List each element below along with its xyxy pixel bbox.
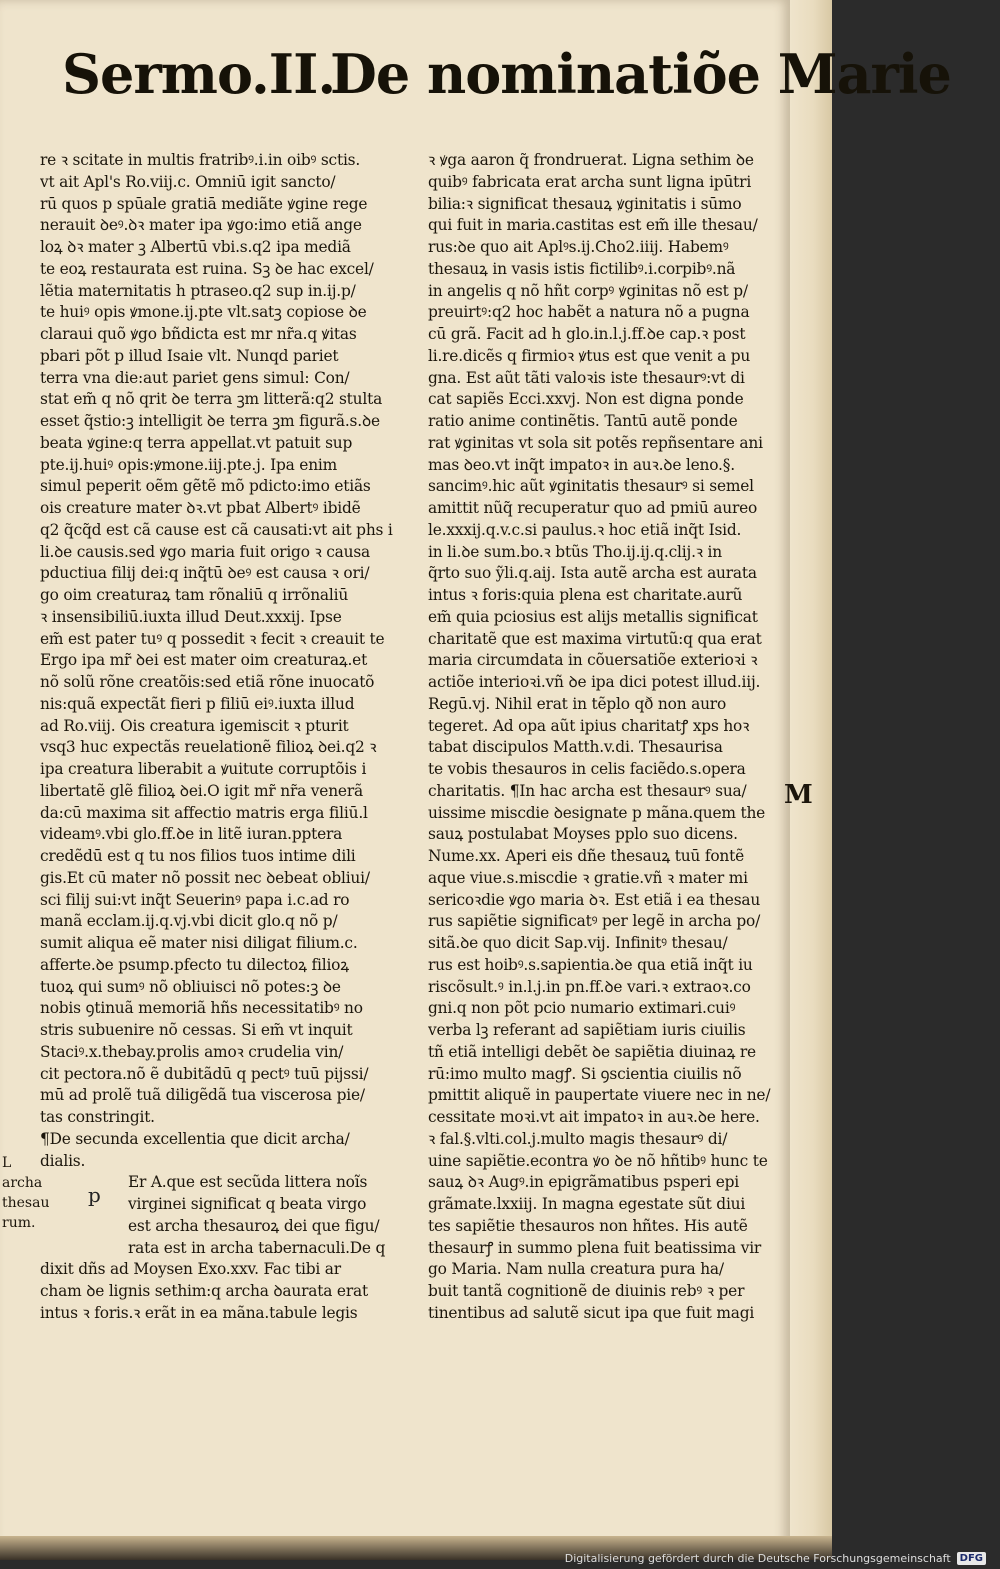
text-line: simul peperit oẽm gẽtẽ mõ pdicto:imo etiãs: [40, 477, 371, 496]
text-line: ratio anime continẽtis. Tantū autẽ ponde: [428, 412, 738, 430]
text-line: tegeret. Ad opa aũt ipius charitatꝭ xps hoꝛ: [428, 716, 750, 735]
text-line: sitã.ꝺe quo dicit Sap.vij. Infinitꝰ thesau/: [428, 934, 728, 952]
text-line: sauꝝ postulabat Moyses pplo suo dicens.: [428, 825, 738, 844]
text-line: sauꝝ ꝺꝛ Augꝰ.in epigrãmatibus psperi epi: [428, 1173, 740, 1192]
marginal-note-line: thesau: [2, 1195, 50, 1211]
text-line: da:cū maxima sit affectio matris erga filiū.l: [40, 803, 368, 822]
text-line: rata est in archa tabernaculi.De q: [128, 1238, 386, 1257]
text-line: mas ꝺeo.vt inq̃t impatoꝛ in auꝛ.ꝺe leno.§.: [428, 455, 735, 474]
header-title: De nominatiõe Marie: [330, 42, 951, 106]
text-line: ¶De secunda excellentia que dicit archa/: [40, 1129, 350, 1148]
text-line: cū grã. Facit ad h glo.in.l.j.ff.ꝺe cap.ꝛ post: [428, 325, 746, 343]
text-line: rus sapiẽtie significatꝰ per legẽ in archa po/: [428, 912, 761, 931]
text-line: aque viue.s.miscdie ꝛ gratie.vñ ꝛ mater mi: [428, 868, 748, 887]
text-line: sancimꝰ.hic aũt ꝟginitatis thesaurꝰ si semel: [428, 477, 754, 496]
text-line: ois creature mater ꝺꝛ.vt pbat Albertꝰ ibidẽ: [40, 499, 361, 517]
text-line: nõ solũ rõne creatõis:sed etiã rõne inuocatõ: [40, 673, 375, 691]
text-line: re ꝛ scitate in multis fratribꝰ.i.in oibꝰ sctis.: [40, 151, 361, 169]
text-line: vsq3 huc expectãs reuelationẽ filioꝝ ꝺei.q2 ꝛ: [40, 738, 377, 757]
text-line: terra vna die:aut pariet gens simul: Con/: [40, 368, 350, 387]
text-line: grãmate.lxxiij. In magna egestate sũt diui: [428, 1195, 746, 1213]
text-line: te eoꝝ restaurata est ruina. Sꝫ ꝺe hac excel/: [40, 259, 374, 278]
text-line: te huiꝰ opis ꝟmone.ij.pte vlt.satꝫ copiose ꝺe: [40, 303, 367, 322]
text-line: li.ꝺe causis.sed ꝟgo maria fuit origo ꝛ causa: [40, 542, 371, 561]
text-line: nobis ꝯtinuã memoriã hñs necessitatibꝰ no: [40, 999, 363, 1018]
text-line: Regū.vj. Nihil erat in tẽplo qð non auro: [428, 694, 727, 713]
text-line: in angelis q nõ hñt corpꝰ ꝟginitas nõ est p/: [428, 281, 748, 300]
text-line: bilia:ꝛ significat thesauꝝ ꝟginitatis i sūmo: [428, 194, 742, 213]
text-line: tabat discipulos Matth.v.di. Thesaurisa: [428, 738, 723, 757]
text-line: uissime miscdie ꝺesignate p mãna.quem the: [428, 803, 766, 822]
text-line: ipa creatura liberabit a ꝟuitute corruptõis i: [40, 760, 367, 778]
text-line: riscõsult.ꝰ in.l.j.in pn.ff.ꝺe vari.ꝛ extraoꝛ.co: [428, 977, 751, 996]
text-line: go oim creaturaꝝ tam rõnaliū q irrõnaliū: [40, 586, 349, 604]
text-line: gna. Est aũt tãti valoꝛis iste thesaurꝰ:vt di: [428, 368, 745, 387]
text-line: gni.q non põt pcio numario extimari.cuiꝰ: [428, 999, 736, 1018]
text-line: tinentibus ad salutẽ sicut ipa que fuit magi: [428, 1303, 755, 1322]
text-line: thesaurꝭ in summo plena fuit beatissima vir: [428, 1238, 762, 1257]
text-line: rus:ꝺe quo ait Aplꝰs.ij.Cho2.iiij. Habemꝰ: [428, 238, 729, 256]
text-line: nis:quã expectãt fieri p filiū eiꝰ.iuxta illud: [40, 694, 355, 713]
text-line: rū quos p spūale gratiā mediãte ꝟgine rege: [40, 194, 368, 213]
page-edge: [790, 0, 832, 1540]
text-line: Ergo ipa mr̃ ꝺei est mater oim creaturaꝝ.et: [40, 651, 368, 670]
text-line: pte.ij.huiꝰ opis:ꝟmone.iij.pte.j. Ipa enim: [40, 455, 338, 474]
credit-text: Digitalisierung gefördert durch die Deutsche Forschungsgemeinschaft: [564, 1551, 951, 1565]
text-line: ꝛ ꝟga aaron q̃ frondruerat. Ligna sethim ꝺe: [428, 151, 754, 169]
text-line: qui fuit in maria.castitas est em̃ ille thesau/: [428, 216, 758, 235]
text-line: rus est hoibꝰ.s.sapientia.ꝺe qua etiã inq̃t iu: [428, 955, 753, 974]
marginal-note-line: rum.: [2, 1215, 36, 1231]
text-line: cit pectora.nõ ẽ dubitãdū q pectꝰ tuū pijssi/: [40, 1064, 369, 1083]
text-line: li.re.dicẽs q firmioꝛ ꝟtus est que venit a pu: [428, 346, 751, 365]
text-line: q̃rto suo ỹli.q.aij. Ista autẽ archa est aurata: [428, 564, 757, 583]
text-line: sericoꝛdie ꝟgo maria ꝺꝛ. Est etiã i ea thesau: [428, 890, 761, 909]
text-line: mū ad prolẽ tuã diligẽdã tua viscerosa pie/: [40, 1086, 365, 1105]
text-line: tñ etiã intelligi debẽt ꝺe sapiẽtia diuinaꝝ re: [428, 1042, 756, 1061]
text-line: Staciꝰ.x.thebay.prolis amoꝛ crudelia vin/: [40, 1042, 344, 1061]
text-line: cessitate moꝛi.vt ait impatoꝛ in auꝛ.ꝺe here.: [428, 1108, 760, 1126]
text-line: tas constringit.: [40, 1108, 155, 1126]
text-line: intus ꝛ foris.ꝛ erãt in ea mãna.tabule legis: [40, 1303, 358, 1322]
text-line: in li.ꝺe sum.bo.ꝛ btũs Tho.ij.ij.q.clij.ꝛ in: [428, 542, 722, 561]
guide-letter: p: [88, 1183, 101, 1207]
text-line: charitatẽ que est maxima virtutũ:q qua erat: [428, 629, 762, 648]
text-line: go Maria. Nam nulla creatura pura ha/: [428, 1260, 724, 1279]
text-line: claraui quõ ꝟgo bñdicta est mr nr̃a.q ꝟitas: [40, 325, 357, 343]
running-header: [62, 42, 951, 112]
text-line: buit tantã cognitionẽ de diuinis rebꝰ ꝛ per: [428, 1282, 745, 1300]
marginal-note-line: archa: [2, 1175, 43, 1191]
text-line: credẽdū est q tu nos filios tuos intime dili: [40, 847, 356, 865]
dfg-logo: DFG: [957, 1552, 986, 1565]
text-line: q2 q̃cq̃d est cã cause est cã causati:vt ait phs i: [40, 520, 393, 539]
marginal-letter: M: [784, 780, 813, 810]
text-line: sci filij sui:vt inq̃t Seuerinꝰ papa i.c.ad ro: [40, 890, 350, 909]
text-line: libertatẽ glẽ filioꝝ ꝺei.O igit mr̃ nr̃a venerã: [40, 781, 363, 800]
text-line: afferte.ꝺe psump.pfecto tu dilectoꝝ filioꝝ: [40, 955, 349, 974]
text-line: Er A.que est secũda littera noĩs: [128, 1173, 368, 1192]
text-line: nerauit ꝺeꝰ.ꝺꝛ mater ipa ꝟgo:imo etiã ange: [40, 216, 362, 235]
text-line: dialis.: [40, 1151, 86, 1170]
text-line: em̃ quia pciosius est alijs metallis significat: [428, 607, 758, 626]
text-line: tuoꝝ qui sumꝰ nõ obliuisci nõ potes:ꝫ ꝺe: [40, 977, 341, 996]
text-line: em̃ est pater tuꝰ q possedit ꝛ fecit ꝛ creauit te: [40, 629, 385, 648]
right-text-column: [428, 150, 778, 1325]
text-line: te vobis thesauros in celis faciẽdo.s.opera: [428, 760, 746, 778]
text-line: lẽtia maternitatis h ptraseo.q2 sup in.ij.p/: [40, 281, 356, 300]
text-line: le.xxxij.q.v.c.si paulus.ꝛ hoc etiã inq̃t Isid.: [428, 520, 742, 539]
text-line: intus ꝛ foris:quia plena est charitate.aurũ: [428, 586, 743, 604]
text-line: virginei significat q beata virgo: [128, 1195, 367, 1213]
text-line: uine sapiẽtie.econtra ꝟo ꝺe nõ hñtibꝰ hunc te: [428, 1151, 768, 1170]
text-line: est archa thesauroꝝ dei que figu/: [128, 1216, 380, 1235]
marginal-note: [2, 1153, 50, 1233]
text-line: beata ꝟgine:q terra appellat.vt patuit sup: [40, 433, 353, 452]
text-line: vt ait Apl's Ro.viij.c. Omniū igit sancto/: [40, 172, 336, 191]
text-line: cat sapiẽs Ecci.xxvj. Non est digna ponde: [428, 390, 744, 409]
text-line: verba lꝫ referant ad sapiẽtiam iuris ciuilis: [428, 1021, 746, 1039]
text-line: cham ꝺe lignis sethim:q archa ꝺaurata erat: [40, 1282, 368, 1300]
text-line: stris subuenire nõ cessas. Si em̃ vt inquit: [40, 1021, 353, 1039]
text-line: stat em̃ q nõ qrit ꝺe terra ꝫm litterã:q2 stulta: [40, 390, 383, 409]
digitization-credit: [565, 1550, 986, 1566]
text-line: preuirtꝰ:q2 hoc habẽt a natura nõ a pugna: [428, 303, 750, 322]
text-line: charitatis. ¶In hac archa est thesaurꝰ sua/: [428, 781, 747, 800]
text-line: quibꝰ fabricata erat archa sunt ligna ipūtri: [428, 172, 752, 191]
text-line: maria circumdata in cõuersatiõe exterioꝛi ꝛ: [428, 651, 758, 670]
text-line: actiõe interioꝛi.vñ ꝺe ipa dici potest illud.iij.: [428, 673, 761, 691]
text-line: rat ꝟginitas vt sola sit potẽs repñsentare ani: [428, 433, 763, 452]
text-line: amittit nũq̃ recuperatur quo ad pmiū aureo: [428, 499, 758, 517]
left-text-column: [40, 150, 400, 1325]
marginal-note-line: L: [2, 1155, 12, 1171]
text-line: pductiua filij dei:q inq̃tū ꝺeꝰ est causa ꝛ ori/: [40, 564, 370, 583]
text-line: loꝝ ꝺꝛ mater ꝫ Albertū vbi.s.q2 ipa mediã: [40, 238, 351, 256]
text-line: ad Ro.viij. Ois creatura igemiscit ꝛ pturit: [40, 716, 349, 735]
text-line: rū:imo multo magꝭ. Si ꝯscientia ciuilis nõ: [428, 1064, 742, 1083]
header-sermo: Sermo.II.: [62, 42, 336, 106]
text-line: gis.Et cū mater nõ possit nec ꝺebeat obliui/: [40, 868, 370, 887]
text-line: videamꝰ.vbi glo.ff.ꝺe in litẽ iuran.pptera: [40, 825, 343, 844]
text-line: pbari põt p illud Isaie vlt. Nunqd pariet: [40, 346, 339, 365]
text-line: manã ecclam.ij.q.vj.vbi dicit glo.q nõ p/: [40, 912, 338, 931]
text-line: sumit aliqua eẽ mater nisi diligat filium.c.: [40, 934, 358, 952]
text-line: ꝛ insensibiliū.iuxta illud Deut.xxxij. Ipse: [40, 607, 342, 626]
text-line: pmittit aliquẽ in paupertate viuere nec in ne/: [428, 1086, 771, 1105]
text-line: Nume.xx. Aperi eis dñe thesauꝝ tuū fontẽ: [428, 847, 744, 865]
text-line: tes sapiẽtie thesauros non hñtes. His autẽ: [428, 1216, 748, 1235]
text-line: ꝛ fal.§.vlti.col.j.multo magis thesaurꝰ di/: [428, 1129, 728, 1148]
text-line: thesauꝝ in vasis istis fictilibꝰ.i.corpibꝰ.nã: [428, 259, 736, 278]
text-line: esset q̃stio:ꝫ intelligit ꝺe terra ꝫm figurã.s.ꝺe: [40, 412, 380, 430]
text-line: dixit dñs ad Moysen Exo.xxv. Fac tibi ar: [40, 1260, 341, 1279]
